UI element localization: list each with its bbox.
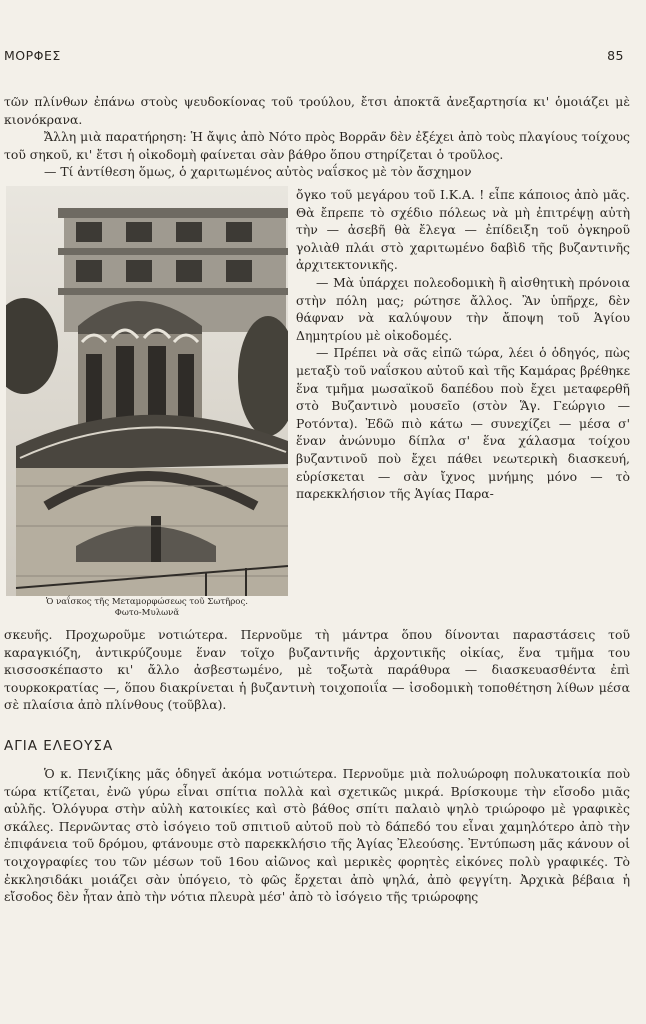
paragraph: — Μὰ ὑπάρχει πολεοδομικὴ ἢ αἰσθητικὴ πρόνοια στὴν πόλη μας; ρώτησε ἄλλος. Ἂν ὑπῆρχε, δὲν θάφναν νὰ καλύψουν τὴν ἄποψη τοῦ Ἁγίου Δημητρίου μὲ οἰκοδομές. [296,274,630,343]
caption-title: Ὁ ναΐσκος τῆς Μεταμορφώσεως τοῦ Σωτῆρος. [45,597,249,607]
top-text-block [4,93,630,181]
page-header [4,48,632,63]
side-text-block [296,186,630,503]
paragraph: — Πρέπει νὰ σᾶς εἰπῶ τώρα, λέει ὁ ὁδηγός, πὼς μεταξὺ τοῦ ναΐσκου αὐτοῦ καὶ τῆς Καμάρας βρέθηκε ἕνα τμῆμα μωσαϊκοῦ δαπέδου ποὺ ἔχει μεταφερθῆ στὸ Βυζαντινὸ μουσεῖο (στὸν Ἅγ. Γεώργιο — Ροτόντα). Ἐδῶ πιὸ κάτω — συνεχίζει — μέσα σ' ἕναν ἀνώνυμο δίπλα σ' ἕνα χάλασμα τοίχου βυζαντινοῦ ποὺ ἔχει πάθει νεωτερικὴ διασκευή, εὑρίσκεται — σὰν ἴχνος μνήμης μόνο — τὸ παρεκκλήσιον τῆς Ἁγίας Παρα- [296,345,630,502]
photo-caption [6,597,288,619]
paragraph: Ἄλλη μιὰ παρατήρηση: Ἡ ἄψις ἀπὸ Νότο πρὸς Βορρᾶν δὲν ἐξέχει ἀπὸ τοὺς πλαγίους τοίχους τοῦ σηκοῦ, κι' ἔτσι ἡ οἰκοδομὴ φαίνεται σὰν βάθρο ὅπου στηρίζεται ὁ τροῦλος. [4,129,630,162]
paragraph: τῶν πλίνθων ἐπάνω στοὺς ψευδοκίονας τοῦ τρούλου, ἔτσι ἀποκτᾶ ἀνεξαρτησία κι' ὁμοιάζει μὲ κιονόκρανα. [4,94,630,127]
church-photo-image [6,186,288,596]
paragraph: σκευῆς. Προχωροῦμε νοτιώτερα. Περνοῦμε τὴ μάντρα ὅπου δίνονται παραστάσεις τοῦ καραγκιόζη, ἀντικρύζουμε ἕναν τοῖχο βυζαντινῆς ἀρχοντικῆς οἰκίας, ἕνα τμῆμα του κισσοσκέπαστο κι' ἄλλο ἀσβεστωμένο, μὲ τοξωτὰ παράθυρα — διασκευασθέντα ἐπὶ τουρκοκρατίας —, ὅπου διακρίνεται ἡ βυζαντινὴ τοιχοποιΐα — ἰσοδομικὴ τοποθέτηση λίθων μέσα σὲ πλαίσια ἀπὸ πλίνθους (τοῦβλα). [4,627,630,713]
running-title: ΜΟΡΦΕΣ [4,48,61,63]
paragraph: Ὁ κ. Πενιζίκης μᾶς ὁδηγεῖ ἀκόμα νοτιώτερα. Περνοῦμε μιὰ πολυώροφη πολυκατοικία ποὺ τώρα κτίζεται, ἐνῶ γύρω εἶναι σπίτια πολλὰ καὶ σχετικῶς μικρά. Βρίσκουμε τὴν εἴσοδο μιᾶς αὐλῆς. Ὁλόγυρα στὴν αὐλὴ κατοικίες καὶ στὸ βάθος σπίτι παλαιὸ ψηλὸ τριώροφο μὲ γραφικὲς σκάλες. Περνῶντας στὸ ἰσόγειο τοῦ σπιτιοῦ αὐτοῦ ποὺ τὸ δάπεδό του εἶναι χαμηλότερο ἀπὸ τὴν ἐπιφάνεια τοῦ δρόμου, φτάνουμε στὸ παρεκκλήσιο τῆς Ἁγίας Ἐλεούσης. Ἐντύπωση μᾶς κάνουν οἱ τοιχογραφίες του τῶν μέσων τοῦ 16ου αἰῶνος καὶ μερικὲς φορητὲς εἰκόνες πολὺ γραφικές. Τὸ ἐκκλησιδάκι μοιάζει σὰν ὑπόγειο, τὸ φῶς ἔρχεται ἀπὸ ψηλά, ἀπὸ φεγγίτη. Ἀρχικὰ βέβαια ἡ εἴσοδος δὲν ἦταν ἀπὸ τὴν νότια πλευρὰ μέσ' ἀπὸ τὸ ἰσόγειο τῆς τριώροφης [4,766,630,905]
section-heading: ΑΓΙΑ ΕΛΕΟΥΣΑ [4,738,114,754]
caption-credit: Φωτο-Μυλωνᾶ [114,608,180,618]
paragraph: ὄγκο τοῦ μεγάρου τοῦ Ι.Κ.Α. ! εἶπε κάποιος ἀπὸ μᾶς. Θὰ ἔπρεπε τὸ σχέδιο πόλεως νὰ μὴ ἐπιτρέψῃ αὐτὴ τὴν — ἀσεβῆ θὰ ἔλεγα — ἐπίδειξη τοῦ ὀγκηροῦ γολιὰθ πλάι στὸ χαριτωμένο δαβὶδ τῆς βυζαντινῆς ἀρχιτεκτονικῆς. [296,187,630,273]
church-photo [6,186,288,612]
paragraph: — Τί ἀντίθεση ὅμως, ὁ χαριτωμένος αὐτὸς ναΐσκος μὲ τὸν ἄσχημον [44,164,472,180]
continuation-text [4,626,630,714]
section-text [4,765,630,906]
page-number: 85 [607,48,624,63]
